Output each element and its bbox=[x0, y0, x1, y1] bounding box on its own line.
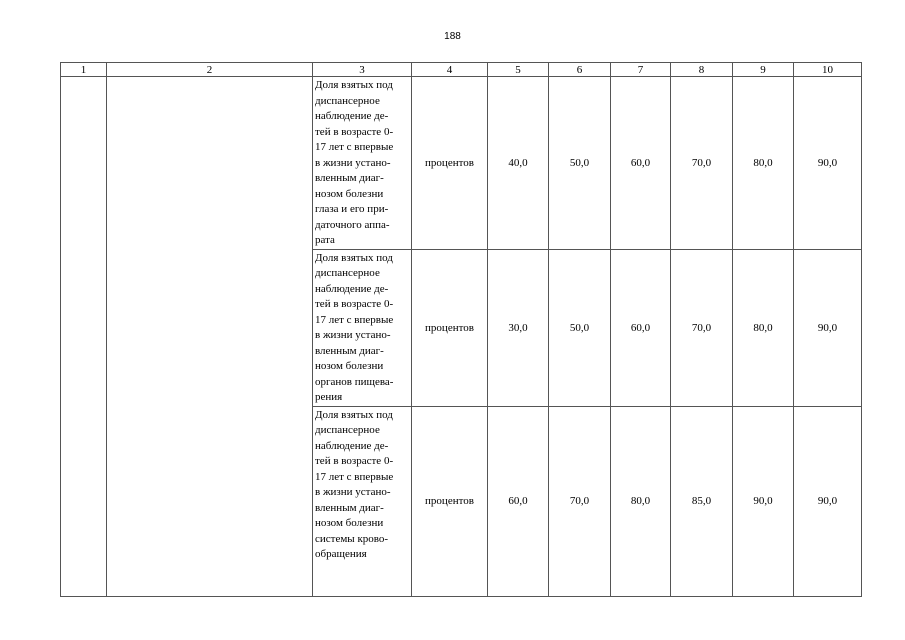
column-header-3: 3 bbox=[313, 63, 412, 77]
description-line: в жизни устано- bbox=[315, 329, 391, 341]
value-cell: 80,0 bbox=[611, 406, 671, 596]
value-cell: 90,0 bbox=[733, 406, 794, 596]
description-line: Доля взятых под bbox=[315, 79, 393, 91]
description-line: диспансерное bbox=[315, 94, 380, 107]
column-number-row bbox=[61, 63, 862, 77]
value-cell: 80,0 bbox=[733, 249, 794, 406]
description-line: наблюдение де- bbox=[315, 282, 389, 295]
description-line: Доля взятых под bbox=[315, 408, 393, 421]
description-line: нозом болезни bbox=[315, 187, 384, 200]
description-line: вленным диаг- bbox=[315, 172, 384, 184]
value-cell: 85,0 bbox=[671, 406, 733, 596]
description-line: даточного аппа- bbox=[315, 218, 390, 231]
description-line: в жизни устано- bbox=[315, 156, 391, 169]
value-cell: 60,0 bbox=[611, 249, 671, 406]
value-cell: 50,0 bbox=[549, 249, 611, 406]
value-cell: 60,0 bbox=[611, 77, 671, 250]
description-line: 17 лет с впервые bbox=[315, 470, 394, 483]
column-header-9: 9 bbox=[733, 63, 794, 77]
indicator-description bbox=[313, 406, 412, 596]
merged-cell-col-1 bbox=[61, 77, 107, 597]
description-line: вленным диаг- bbox=[315, 344, 384, 357]
column-header-4: 4 bbox=[412, 63, 488, 77]
description-line: глаза и его при- bbox=[315, 203, 389, 215]
description-line: 17 лет с впервые bbox=[315, 313, 394, 326]
indicator-table bbox=[60, 62, 862, 597]
description-line: нозом болезни bbox=[315, 517, 384, 529]
value-cell: 90,0 bbox=[794, 406, 862, 596]
table-row bbox=[61, 77, 862, 250]
column-header-7: 7 bbox=[611, 63, 671, 77]
description-line: системы крово- bbox=[315, 532, 389, 545]
description-line: диспансерное bbox=[315, 424, 380, 436]
column-header-2: 2 bbox=[107, 63, 313, 77]
value-cell: 90,0 bbox=[794, 77, 862, 250]
column-header-8: 8 bbox=[671, 63, 733, 77]
column-header-1: 1 bbox=[61, 63, 107, 77]
description-line: наблюдение де- bbox=[315, 110, 389, 122]
value-cell: 90,0 bbox=[794, 249, 862, 406]
description-line: вленным диаг- bbox=[315, 501, 384, 514]
indicator-description bbox=[313, 249, 412, 406]
description-line: 17 лет с впервые bbox=[315, 141, 394, 153]
description-line: нозом болезни bbox=[315, 360, 384, 372]
value-cell: 30,0 bbox=[488, 249, 549, 406]
value-cell: 40,0 bbox=[488, 77, 549, 250]
description-line: рата bbox=[315, 234, 335, 246]
merged-cell-col-2 bbox=[107, 77, 313, 597]
unit-cell: процентов bbox=[412, 249, 488, 406]
description-line: наблюдение де- bbox=[315, 439, 389, 452]
description-line: диспансерное bbox=[315, 267, 380, 279]
column-header-5: 5 bbox=[488, 63, 549, 77]
value-cell: 70,0 bbox=[671, 77, 733, 250]
description-line: Доля взятых под bbox=[315, 251, 393, 264]
description-line: в жизни устано- bbox=[315, 486, 391, 498]
unit-cell: процентов bbox=[412, 406, 488, 596]
description-line: органов пищева- bbox=[315, 375, 394, 388]
column-header-10: 10 bbox=[794, 63, 862, 77]
page-number: 188 bbox=[444, 31, 461, 42]
value-cell: 70,0 bbox=[549, 406, 611, 596]
description-line: тей в возрасте 0- bbox=[315, 125, 394, 138]
value-cell: 80,0 bbox=[733, 77, 794, 250]
value-cell: 70,0 bbox=[671, 249, 733, 406]
description-line: тей в возрасте 0- bbox=[315, 455, 394, 467]
column-header-6: 6 bbox=[549, 63, 611, 77]
value-cell: 50,0 bbox=[549, 77, 611, 250]
description-line: тей в возрасте 0- bbox=[315, 298, 394, 310]
description-line: обращения bbox=[315, 548, 367, 560]
description-line: рения bbox=[315, 391, 343, 403]
indicator-description bbox=[313, 77, 412, 250]
unit-cell: процентов bbox=[412, 77, 488, 250]
value-cell: 60,0 bbox=[488, 406, 549, 596]
